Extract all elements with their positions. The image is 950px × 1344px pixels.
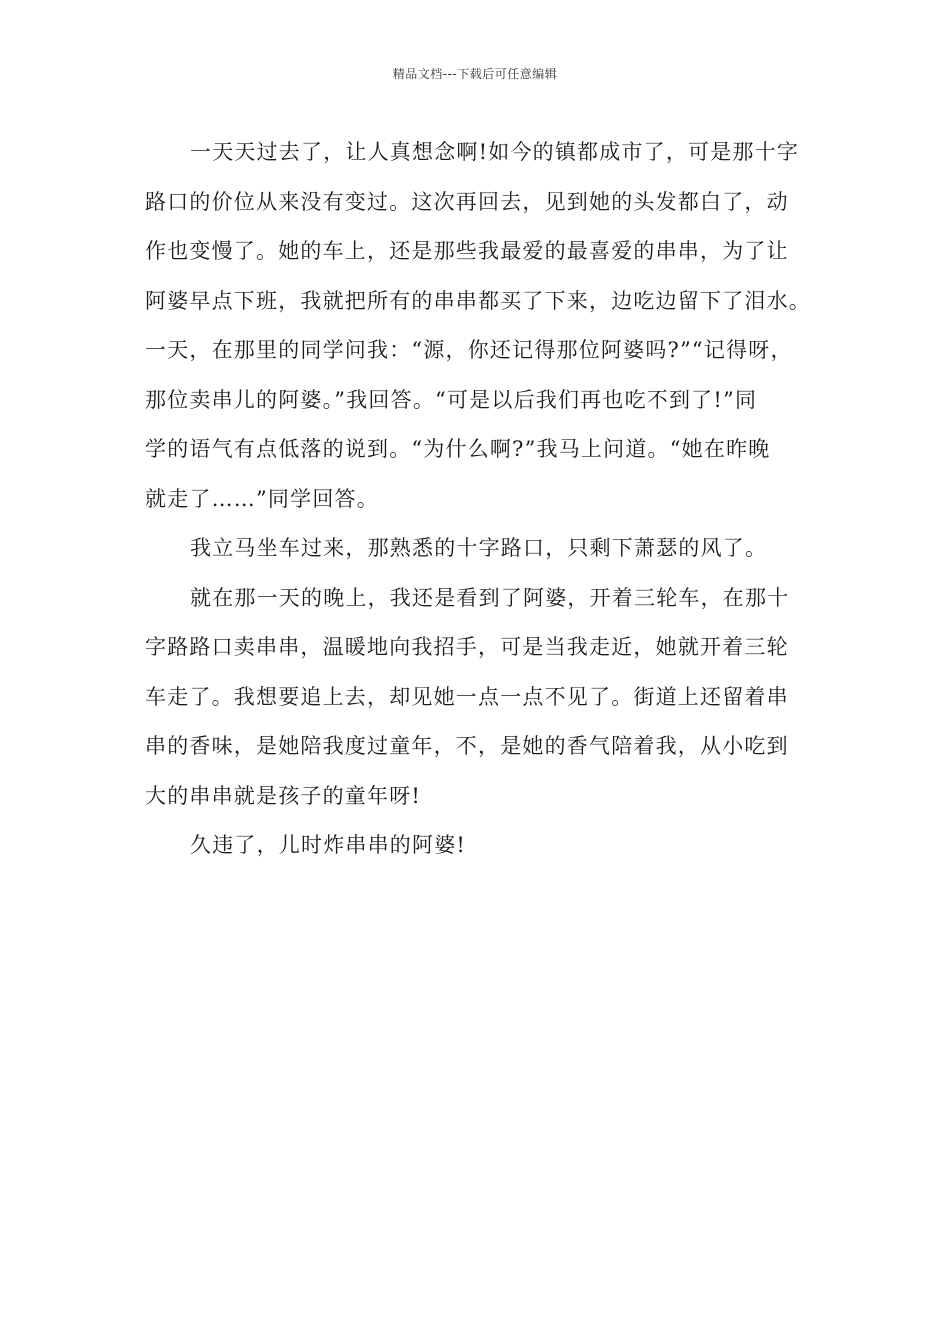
text-line: 阿婆早点下班，我就把所有的串串都买了下来，边吃边留下了泪水。 — [145, 288, 811, 313]
text-line: 那位卖串儿的阿婆。”我回答。“可是以后我们再也吃不到了!”同 — [145, 387, 758, 412]
text-line: 字路路口卖串串，温暖地向我招手，可是当我走近，她就开着三轮 — [145, 635, 789, 659]
paragraph — [145, 128, 811, 524]
text-line: 我立马坐车过来，那熟悉的十字路口，只剩下萧瑟的风了。 — [190, 536, 768, 560]
text-line: 串的香味，是她陪我度过童年，不，是她的香气陪着我，从小吃到 — [145, 734, 789, 758]
text-line: 久违了，儿时炸串串的阿婆! — [190, 833, 467, 857]
text-line: 就走了……”同学回答。 — [145, 486, 379, 511]
paragraph — [145, 821, 807, 871]
text-line: 一天，在那里的同学问我：“源，你还记得那位阿婆吗?”“记得呀， — [145, 338, 793, 362]
text-line: 车走了。我想要追上去，却见她一点一点不见了。街道上还留着串 — [145, 684, 789, 709]
paragraph — [145, 574, 807, 822]
paragraph — [145, 524, 807, 574]
text-line: 大的串串就是孩子的童年呀! — [145, 783, 422, 808]
text-line: 就在那一天的晚上，我还是看到了阿婆，开着三轮车，在那十 — [190, 585, 790, 610]
page-header: 精品文档---下载后可任意编辑 — [392, 67, 558, 81]
text-line: 路口的价位从来没有变过。这次再回去，见到她的头发都白了，动 — [145, 189, 789, 214]
text-line: 作也变慢了。她的车上，还是那些我最爱的最喜爱的串串，为了让 — [145, 239, 789, 263]
text-line: 学的语气有点低落的说到。“为什么啊?”我马上问道。“她在昨晚 — [145, 437, 771, 461]
document-body — [145, 128, 811, 871]
text-line: 一天天过去了，让人真想念啊!如今的镇都成市了，可是那十字 — [190, 140, 800, 164]
